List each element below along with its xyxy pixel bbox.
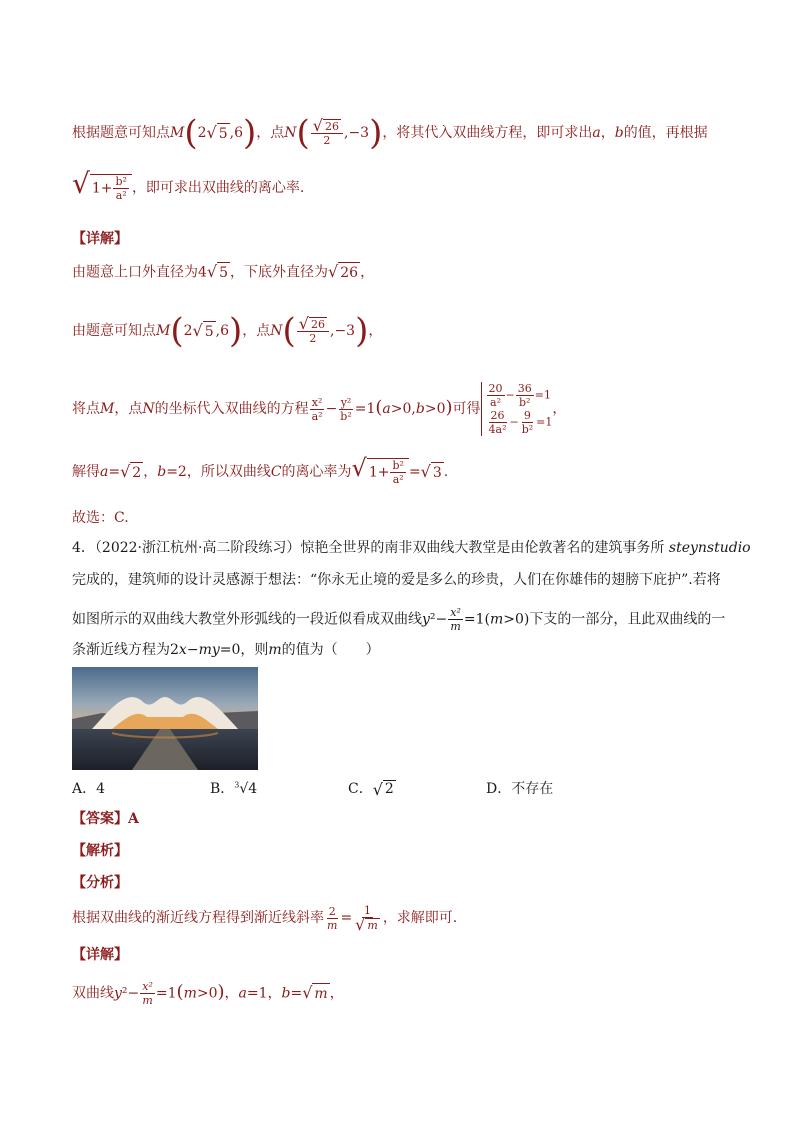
text: ，将其代入双曲线方程，即可求出: [382, 125, 593, 141]
choose-line: 故选：C.: [72, 510, 129, 526]
option-a: A．4: [72, 781, 106, 797]
analysis-line-1: 根据题意可知点M(2 √ 5 ,6)，点N( √ 26 2 ,−3)，将其代入双曲线方程，即可求出a，b的值，再根据: [72, 113, 708, 153]
detail-tag-2: 【详解】: [72, 947, 128, 963]
detail-line-1: 由题意上口外直径为4 √ 5 ，下底外直径为 √ 26 ，: [72, 262, 375, 281]
detail-tag: 【详解】: [72, 231, 128, 247]
answer-tag: 【答案】A: [72, 811, 139, 827]
analysis-line-3: 根据双曲线的渐近线方程得到渐近线斜率 $\frac{2}{m}$ = 1 √ m ，求解即可.: [72, 904, 458, 934]
text: ，即可求出双曲线的离心率.: [131, 180, 305, 196]
detail-line-4: 解得a= √ 2 ，b=2，所以双曲线C的离心率为 √ 1+ $\frac{\text{b²}}{\text{a²}}$ = √ 3 .: [72, 454, 449, 486]
eccentricity-formula: √ 1+ $\frac{\text{b²}}{\text{a²}}$: [72, 174, 132, 202]
question-4-line-4: 条渐近线方程为2x−my=0，则m的值为（ ）: [72, 642, 380, 658]
cathedral-photo: [72, 667, 258, 770]
equation-system: $\frac{20}{\text{a²}}$ − $\frac{36}{\text{b²}}$ =1 $\frac{26}{\text{4a²}}$ − $\frac{9}{\text{b²}}$ =1: [481, 382, 553, 436]
text: 的值，再根据: [623, 125, 708, 141]
text: 根据题意可知点: [72, 125, 170, 141]
detail-line-3: 将点M，点N的坐标代入双曲线的方程 $\frac{\text{x²}}{\text{a²}}$ − $\frac{\text{y²}}{\text{b²}}$ =1(a>0,b>0)可得 $\frac{20}{\text{a²}}$ − $\frac{36}{\text{b²}}$ =1 $\frac{26}{\text{4a²}}$ − $\frac{9}{\text{b²}}$ =1 ，: [72, 382, 567, 436]
fenxi-tag: 【分析】: [72, 875, 128, 891]
analysis-tag: 【解析】: [72, 843, 128, 859]
text: ，点: [256, 125, 285, 141]
detail-line-2: 由题意可知点M(2 √ 5 ,6)，点N( √ 26 2 ,−3)，: [72, 311, 383, 351]
option-b: B．$^3$√4: [210, 780, 258, 797]
analysis-line-2: [72, 167, 305, 202]
question-4-line-2: 完成的，建筑师的设计灵感源于想法：“你永无止境的爱是多么的珍贵，人们在你雄伟的翅膀下庇护”.若将: [72, 572, 721, 588]
option-d: D．不存在: [486, 781, 554, 797]
question-4-line-3: 如图所示的双曲线大教堂外形弧线的一段近似看成双曲线y²− $\frac{\text{x²}}{m}$ =1(m>0)下支的一部分，且此双曲线的一: [72, 606, 726, 633]
question-4-line-1: 4．（2022·浙江杭州·高二阶段练习）惊艳全世界的南非双曲线大教堂是由伦敦著名的建筑事务所 steynstudio: [72, 540, 751, 556]
option-c: C． √ 2: [348, 779, 394, 799]
detail-line-5: 双曲线y²− $\frac{\text{x²}}{m}$ =1(m>0)，a=1，b= √ m ，: [72, 980, 344, 1007]
